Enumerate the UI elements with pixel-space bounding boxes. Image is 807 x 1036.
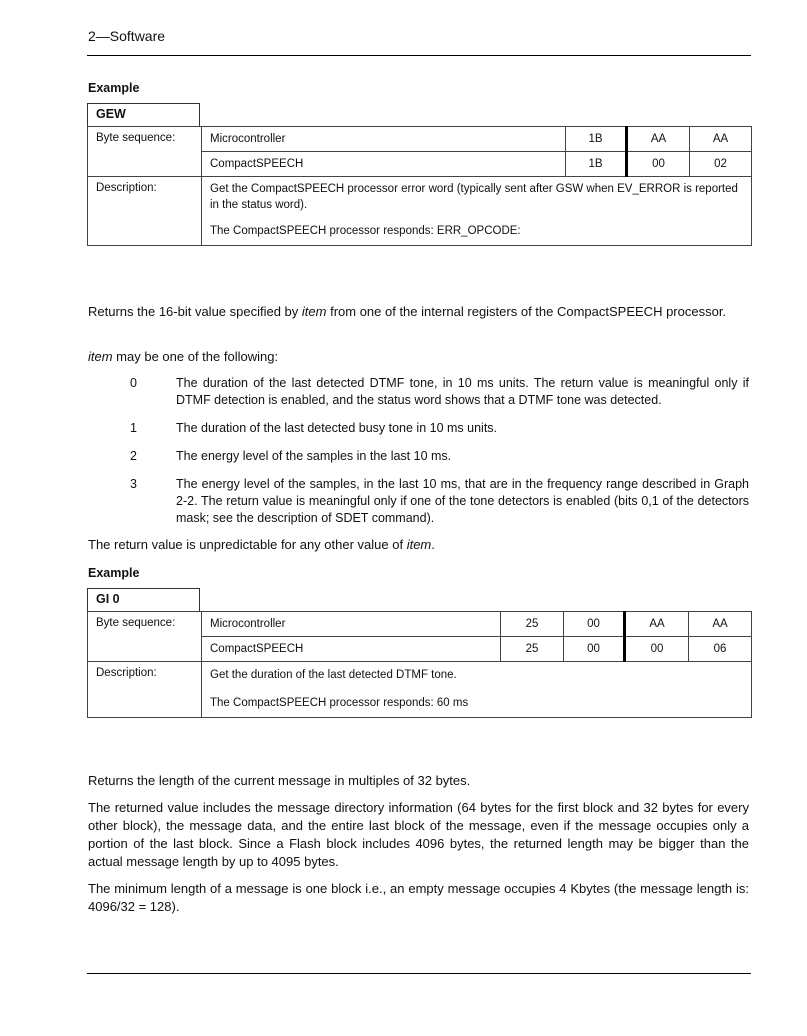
table-row bbox=[88, 127, 752, 152]
byte-cell: AA bbox=[689, 612, 752, 637]
source-cell: Microcontroller bbox=[202, 127, 566, 152]
byte-sequence-label: Byte sequence: bbox=[88, 612, 202, 662]
byte-cell: AA bbox=[690, 127, 752, 152]
byte-cell: 00 bbox=[625, 637, 689, 662]
byte-cell: 25 bbox=[501, 637, 564, 662]
example-table-gew bbox=[87, 126, 752, 246]
item-number: 2 bbox=[130, 449, 137, 463]
byte-cell: 00 bbox=[564, 612, 625, 637]
description-cell bbox=[202, 662, 752, 718]
description-text: The CompactSPEECH processor responds: ERR_OPCODE: bbox=[210, 225, 521, 237]
text-run: The return value is unpredictable for any other value of bbox=[88, 537, 407, 552]
command-name: GEW bbox=[87, 103, 200, 126]
item-text: The energy level of the samples in the last 10 ms. bbox=[176, 449, 452, 463]
header-rule bbox=[87, 55, 751, 56]
byte-cell: 00 bbox=[564, 637, 625, 662]
item-number: 0 bbox=[130, 376, 137, 390]
table-row bbox=[88, 177, 752, 246]
list-item bbox=[88, 476, 749, 527]
source-cell: CompactSPEECH bbox=[202, 152, 566, 177]
item-intro bbox=[88, 348, 749, 366]
paragraph bbox=[88, 348, 749, 366]
item-term: item bbox=[88, 349, 113, 364]
byte-cell: 1B bbox=[566, 127, 627, 152]
command-name: GI 0 bbox=[87, 588, 200, 611]
item-text: The energy level of the samples, in the last 10 ms, that are in the frequency range described in Graph 2-2. The return value is meaningful only if one of the tone detectors is enabled (bits 0,1 of the detectors mask; see the description of SDET command). bbox=[176, 477, 749, 525]
byte-cell: 1B bbox=[566, 152, 627, 177]
byte-cell: AA bbox=[627, 127, 690, 152]
example-heading: Example bbox=[88, 566, 140, 580]
list-item bbox=[88, 420, 749, 437]
gi-intro bbox=[88, 303, 749, 321]
item-text: The duration of the last detected DTMF tone, in 10 ms units. The return value is meaningful only if DTMF detection is enabled, and the status word shows that a DTMF tone was detected. bbox=[176, 376, 749, 407]
item-number: 3 bbox=[130, 477, 137, 491]
unpredictable-note bbox=[88, 536, 749, 554]
paragraph: Returns the length of the current message in multiples of 32 bytes. bbox=[88, 773, 471, 788]
footer-rule bbox=[87, 973, 751, 974]
item-number: 1 bbox=[130, 421, 137, 435]
paragraph bbox=[88, 303, 749, 321]
example-heading: Example bbox=[88, 81, 140, 95]
description-text: The CompactSPEECH processor responds: 60 ms bbox=[210, 697, 469, 709]
byte-cell: 06 bbox=[689, 637, 752, 662]
paragraph: The returned value includes the message directory information (64 bytes for the first block and 32 bytes for every other block), the message data, and the entire last block of the message, even if the message occupies only a portion of the last block. Since a Flash block includes 4096 bytes, the returned length may be bigger than the actual message length by up to 4095 bytes. bbox=[88, 800, 749, 869]
byte-cell: 25 bbox=[501, 612, 564, 637]
description-label: Description: bbox=[88, 177, 202, 246]
byte-cell: 00 bbox=[627, 152, 690, 177]
text-run: . bbox=[431, 537, 435, 552]
text-run: may be one of the following: bbox=[112, 349, 279, 364]
description-text: Get the duration of the last detected DTMF tone. bbox=[210, 669, 457, 681]
byte-sequence-label: Byte sequence: bbox=[88, 127, 202, 177]
description-label: Description: bbox=[88, 662, 202, 718]
paragraph bbox=[88, 536, 749, 554]
item-term: item bbox=[406, 537, 432, 552]
gl-description bbox=[88, 772, 749, 916]
table-row bbox=[88, 662, 752, 718]
text-run: from one of the internal registers of the CompactSPEECH processor. bbox=[326, 304, 727, 319]
byte-cell: AA bbox=[625, 612, 689, 637]
item-term: item bbox=[301, 304, 327, 319]
list-item bbox=[88, 375, 749, 409]
source-cell: CompactSPEECH bbox=[202, 637, 501, 662]
running-header: 2—Software bbox=[88, 28, 166, 44]
paragraph: The minimum length of a message is one block i.e., an empty message occupies 4 Kbytes (the message length is: 4096/32 = 128). bbox=[88, 881, 749, 914]
example-table-gi bbox=[87, 611, 752, 718]
table-row bbox=[88, 612, 752, 637]
description-cell bbox=[202, 177, 752, 246]
text-run: Returns the 16-bit value specified by bbox=[88, 304, 302, 319]
item-text: The duration of the last detected busy tone in 10 ms units. bbox=[176, 421, 498, 435]
description-text: Get the CompactSPEECH processor error word (typically sent after GSW when EV_ERROR is reported in the status word). bbox=[210, 183, 738, 211]
byte-cell: 02 bbox=[690, 152, 752, 177]
list-item bbox=[88, 448, 749, 465]
item-list bbox=[88, 375, 749, 538]
source-cell: Microcontroller bbox=[202, 612, 501, 637]
